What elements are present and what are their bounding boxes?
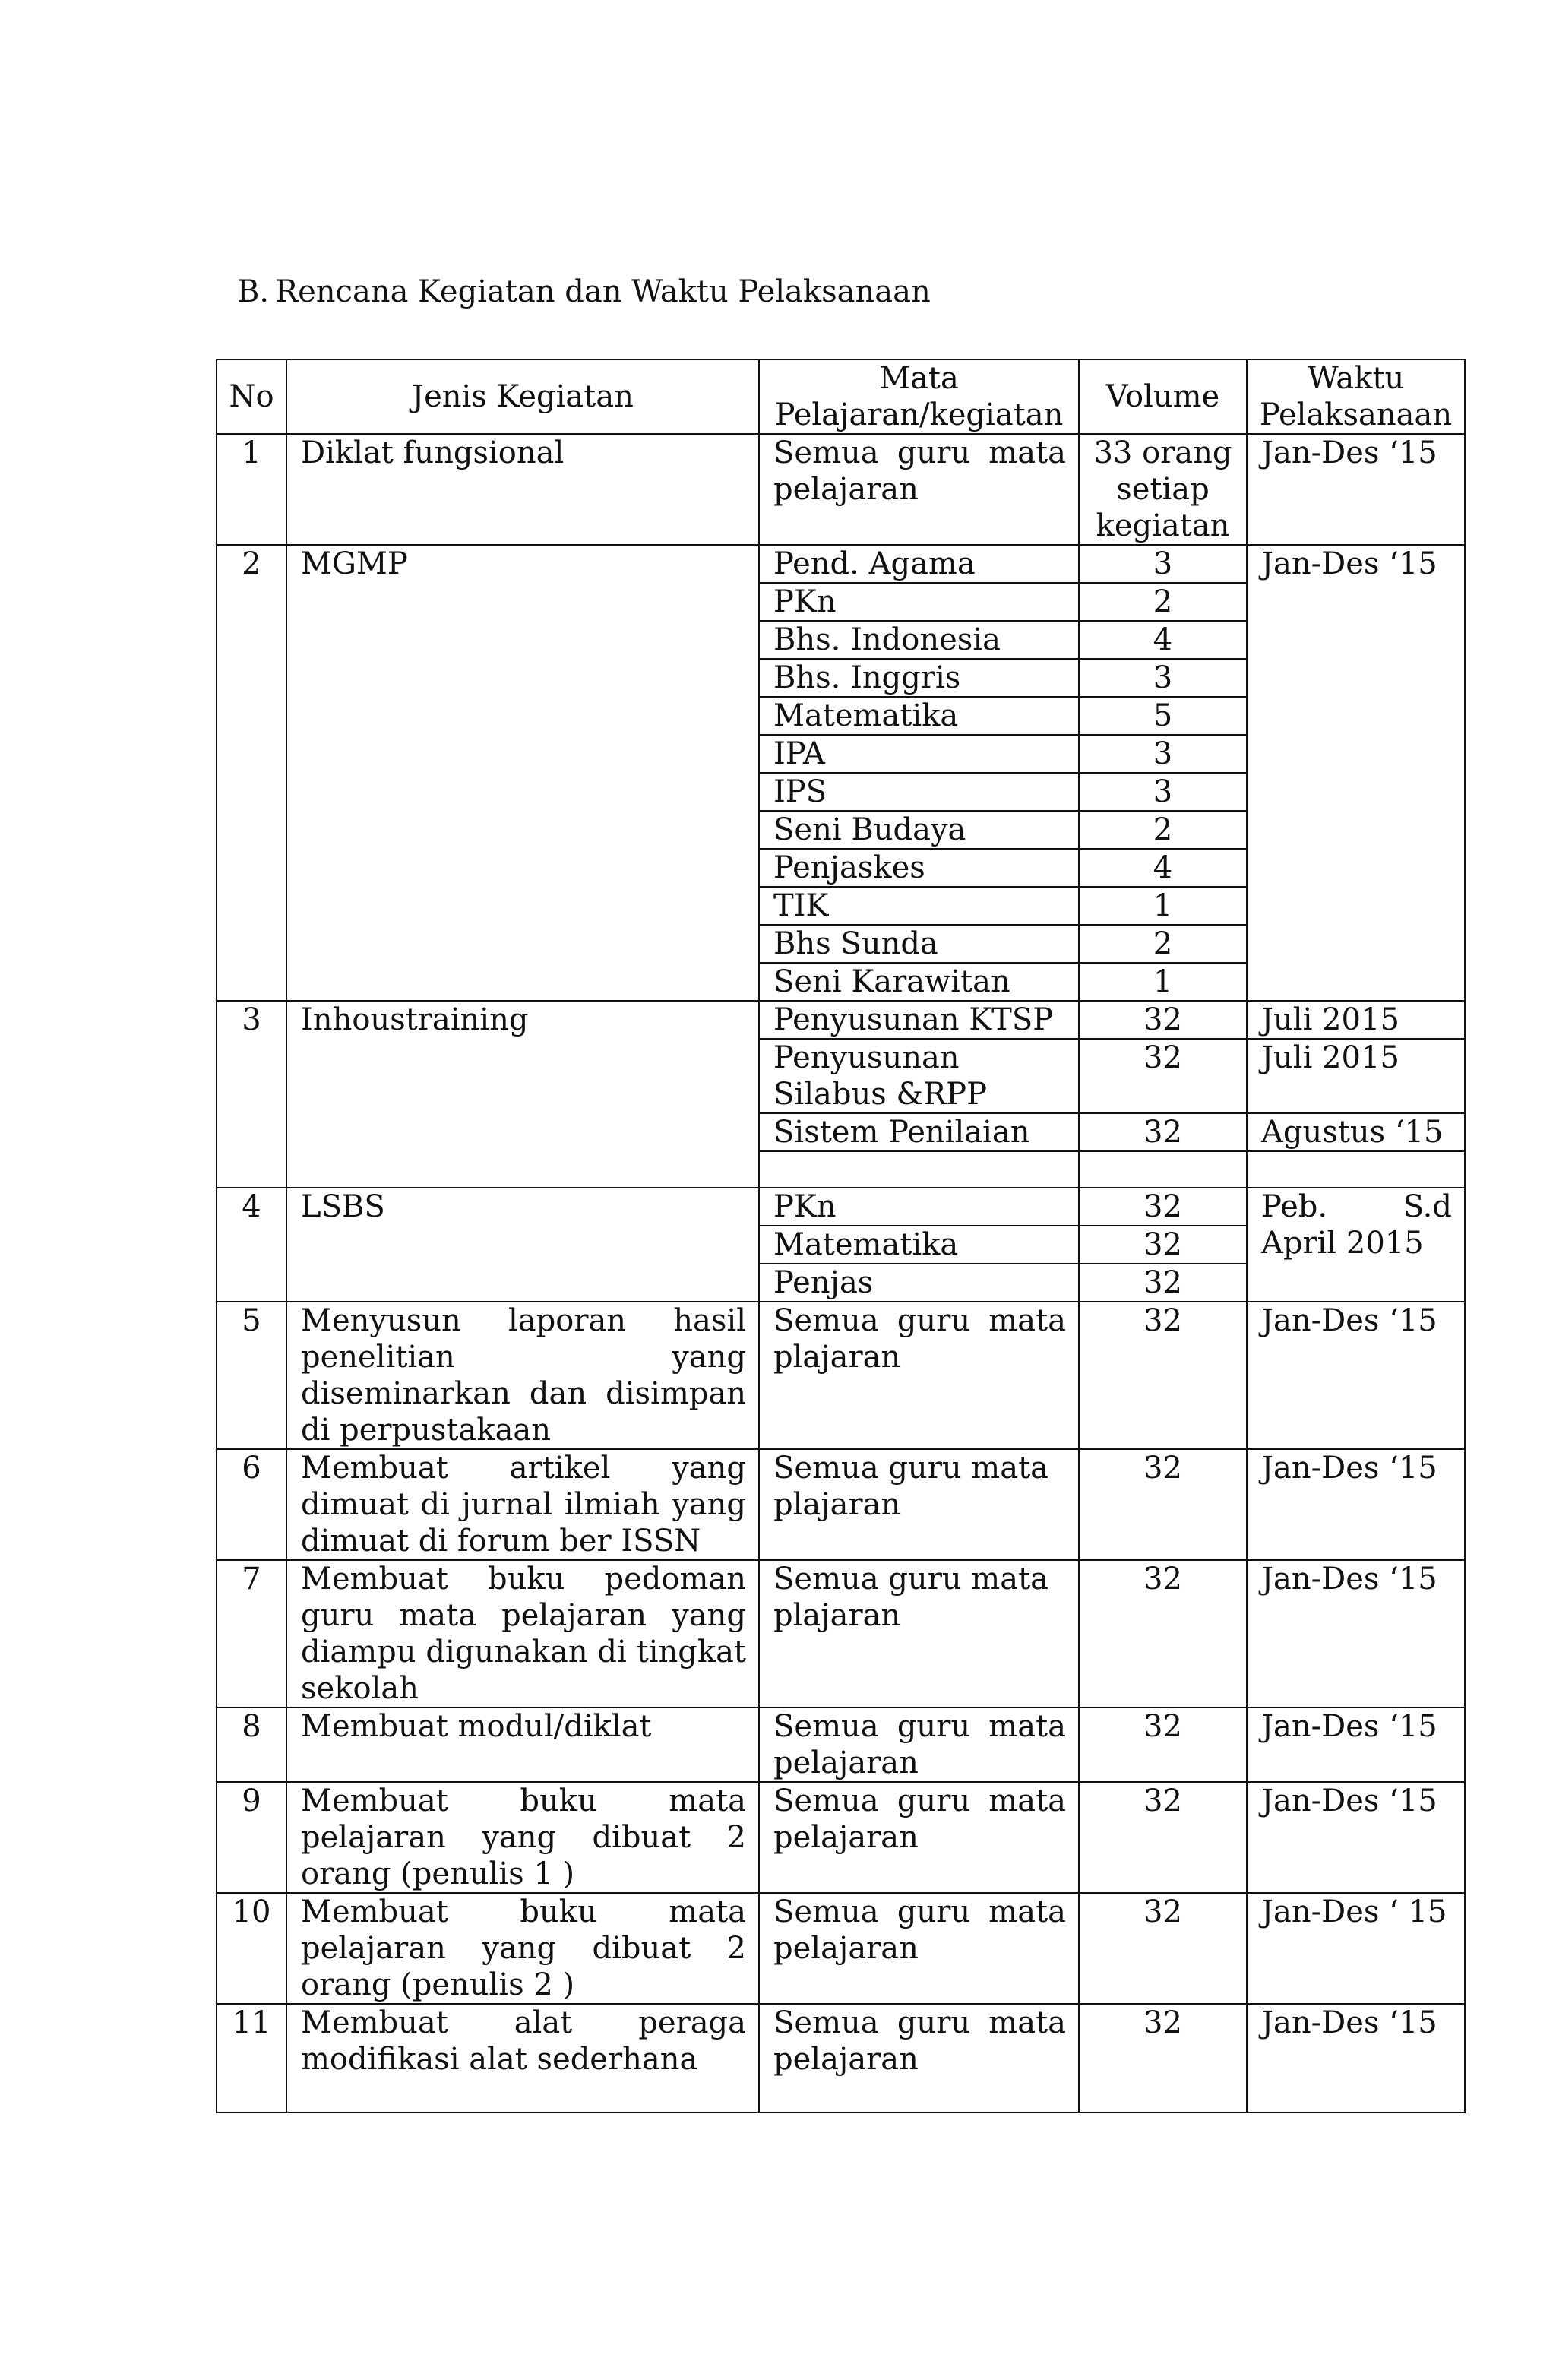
cell-volume: 3 (1079, 773, 1247, 811)
cell-volume: 2 (1079, 583, 1247, 621)
section-letter: B. (237, 274, 270, 309)
cell-waktu-part2: April 2015 (1261, 1226, 1424, 1261)
cell-volume: 32 (1079, 1782, 1247, 1893)
cell-mata: Semua guru mata plajaran (759, 1449, 1079, 1560)
cell-volume: 1 (1079, 887, 1247, 925)
cell-jenis: LSBS (286, 1188, 759, 1302)
cell-volume: 32 (1079, 1449, 1247, 1560)
cell-volume: 32 (1079, 1039, 1247, 1113)
cell-waktu: Jan-Des ‘15 (1247, 1560, 1465, 1707)
table-row (217, 1001, 1465, 1039)
cell-volume: 2 (1079, 811, 1247, 849)
cell-jenis: MGMP (286, 545, 759, 1001)
cell-mata: Penyusunan KTSP (759, 1001, 1079, 1039)
table-row (217, 545, 1465, 583)
cell-mata: Matematika (759, 697, 1079, 735)
cell-no: 1 (217, 434, 286, 545)
cell-waktu: Jan-Des ‘15 (1247, 1302, 1465, 1449)
cell-no: 4 (217, 1188, 286, 1302)
cell-no: 2 (217, 545, 286, 1001)
table-row (217, 434, 1465, 545)
cell-no: 3 (217, 1001, 286, 1188)
cell-mata: Matematika (759, 1226, 1079, 1264)
cell-waktu: Jan-Des ‘15 (1247, 1449, 1465, 1560)
cell-mata: Seni Karawitan (759, 963, 1079, 1001)
cell-volume: 32 (1079, 1893, 1247, 2004)
cell-jenis: Membuat artikel yang dimuat di jurnal ilmiah yang dimuat di forum ber ISSN (286, 1449, 759, 1560)
table-row (217, 1302, 1465, 1449)
header-jenis-kegiatan: Jenis Kegiatan (286, 359, 759, 434)
cell-jenis: Diklat fungsional (286, 434, 759, 545)
table-row (217, 1782, 1465, 1893)
cell-mata: IPS (759, 773, 1079, 811)
cell-jenis: Membuat modul/diklat (286, 1707, 759, 1782)
cell-waktu: Jan-Des ‘15 (1247, 1707, 1465, 1782)
cell-mata: Semua guru mata pelajaran (759, 434, 1079, 545)
cell-volume: 4 (1079, 849, 1247, 887)
cell-waktu: Jan-Des ‘15 (1247, 1782, 1465, 1893)
cell-waktu: Juli 2015 (1247, 1039, 1465, 1113)
cell-no: 11 (217, 2004, 286, 2113)
cell-mata: Penjas (759, 1264, 1079, 1302)
section-heading (237, 271, 931, 313)
cell-mata: Pend. Agama (759, 545, 1079, 583)
cell-volume: 5 (1079, 697, 1247, 735)
cell-volume: 32 (1079, 1302, 1247, 1449)
header-mata-line1: Mata (879, 361, 959, 396)
table-header-row (217, 359, 1465, 434)
cell-mata: PKn (759, 583, 1079, 621)
header-waktu-line2: Pelaksanaan (1259, 397, 1453, 432)
cell-waktu-part1: Peb. S.d (1261, 1189, 1452, 1224)
header-no: No (217, 359, 286, 434)
cell-volume: 3 (1079, 545, 1247, 583)
cell-volume: 32 (1079, 1560, 1247, 1707)
cell-mata: Bhs. Inggris (759, 659, 1079, 697)
cell-volume: 4 (1079, 621, 1247, 659)
cell-no: 9 (217, 1782, 286, 1893)
cell-mata: Semua guru mata pelajaran (759, 2004, 1079, 2113)
header-volume: Volume (1079, 359, 1247, 434)
cell-jenis: Membuat buku pedoman guru mata pelajaran yang diampu digunakan di tingkat sekolah (286, 1560, 759, 1707)
cell-volume: 32 (1079, 1707, 1247, 1782)
cell-mata: Semua guru mata pelajaran (759, 1782, 1079, 1893)
activity-plan-table (216, 359, 1466, 2113)
table-row (217, 1560, 1465, 1707)
cell-jenis: Inhoustraining (286, 1001, 759, 1188)
cell-waktu-empty (1247, 1151, 1465, 1188)
header-waktu (1247, 359, 1465, 434)
table-row (217, 1449, 1465, 1560)
cell-waktu: Juli 2015 (1247, 1001, 1465, 1039)
cell-volume: 2 (1079, 925, 1247, 963)
cell-jenis: Menyusun laporan hasil penelitian yang diseminarkan dan disimpan di perpustakaan (286, 1302, 759, 1449)
cell-mata: IPA (759, 735, 1079, 773)
cell-no: 7 (217, 1560, 286, 1707)
cell-mata: Seni Budaya (759, 811, 1079, 849)
cell-no: 6 (217, 1449, 286, 1560)
cell-mata: Semua guru mata plajaran (759, 1302, 1079, 1449)
cell-mata: Semua guru mata pelajaran (759, 1893, 1079, 2004)
cell-jenis: Membuat buku mata pelajaran yang dibuat 2 orang (penulis 2 ) (286, 1893, 759, 2004)
cell-volume: 33 orang setiap kegiatan (1079, 434, 1247, 545)
cell-volume: 32 (1079, 1113, 1247, 1151)
cell-volume: 32 (1079, 2004, 1247, 2113)
cell-volume: 1 (1079, 963, 1247, 1001)
cell-volume: 3 (1079, 659, 1247, 697)
cell-no: 10 (217, 1893, 286, 2004)
cell-waktu (1247, 1188, 1465, 1302)
table-row (217, 2004, 1465, 2113)
cell-mata: Semua guru mata pelajaran (759, 1707, 1079, 1782)
cell-mata: Bhs Sunda (759, 925, 1079, 963)
cell-no: 5 (217, 1302, 286, 1449)
cell-mata: PKn (759, 1188, 1079, 1226)
cell-volume: 32 (1079, 1188, 1247, 1226)
cell-mata: TIK (759, 887, 1079, 925)
header-waktu-line1: Waktu (1307, 361, 1405, 396)
cell-mata: Penyusunan Silabus &RPP (759, 1039, 1079, 1113)
cell-no: 8 (217, 1707, 286, 1782)
cell-jenis: Membuat buku mata pelajaran yang dibuat 2 orang (penulis 1 ) (286, 1782, 759, 1893)
cell-volume: 32 (1079, 1001, 1247, 1039)
cell-mata: Semua guru mata plajaran (759, 1560, 1079, 1707)
cell-waktu: Jan-Des ‘15 (1247, 434, 1465, 545)
table-row (217, 1893, 1465, 2004)
cell-mata: Sistem Penilaian (759, 1113, 1079, 1151)
header-mata-line2: Pelajaran/kegiatan (774, 397, 1064, 432)
cell-waktu: Agustus ‘15 (1247, 1113, 1465, 1151)
table-row (217, 1188, 1465, 1226)
cell-waktu: Jan-Des ‘15 (1247, 545, 1465, 1001)
cell-waktu: Jan-Des ‘15 (1247, 2004, 1465, 2113)
header-mata-pelajaran (759, 359, 1079, 434)
cell-waktu: Jan-Des ‘ 15 (1247, 1893, 1465, 2004)
cell-mata: Bhs. Indonesia (759, 621, 1079, 659)
cell-mata-empty (759, 1151, 1079, 1188)
cell-volume: 32 (1079, 1264, 1247, 1302)
cell-volume: 32 (1079, 1226, 1247, 1264)
cell-volume-empty (1079, 1151, 1247, 1188)
table-row (217, 1707, 1465, 1782)
cell-jenis: Membuat alat peraga modifikasi alat sederhana (286, 2004, 759, 2113)
cell-volume: 3 (1079, 735, 1247, 773)
section-title: Rencana Kegiatan dan Waktu Pelaksanaan (275, 274, 931, 309)
cell-mata: Penjaskes (759, 849, 1079, 887)
